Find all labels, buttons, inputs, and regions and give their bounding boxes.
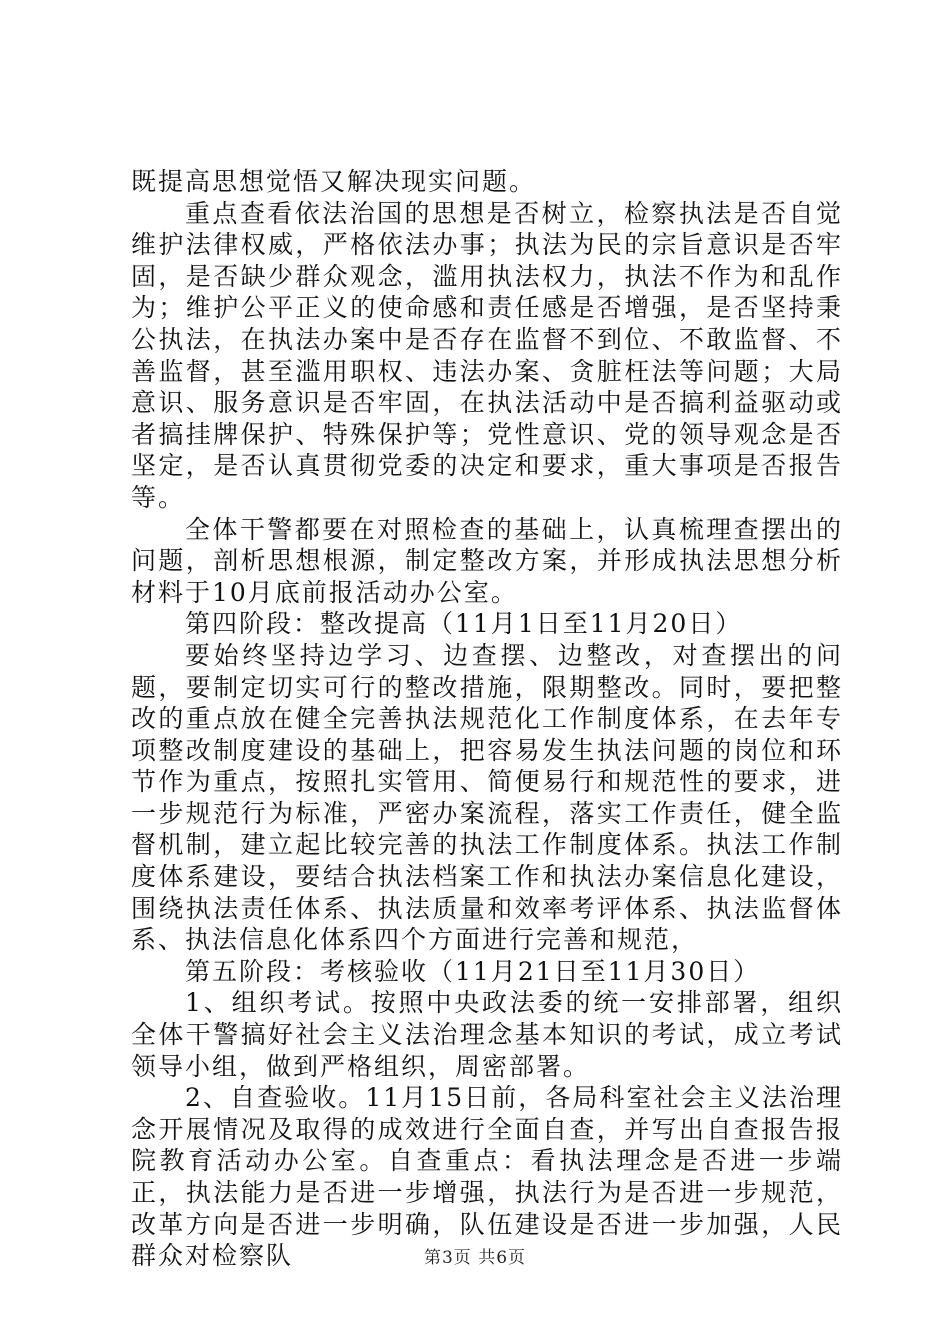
section-heading-stage-4: 第四阶段：整改提高（11月1日至11月20日） <box>185 609 743 639</box>
page-footer: 第3页 共6页 <box>423 1248 527 1268</box>
paragraph-4: 要始终坚持边学习、边查摆、边整改，对查摆出的问题，要制定切实可行的整改措施，限期整改。同时，要把整改的重点放在健全完善执法规范化工作制度体系，在去年专项整改制度建设的基础上，把容易发生执法问题的岗位和环节作为重点，按照扎实管用、简便易行和规范性的要求，进一步规范行为标准，严密办案流程，落实工作责任，健全监督机制，建立起比较完善的执法工作制度体系。执法工作制度体系建设，要结合执法档案工作和执法办案信息化建设，围绕执法责任体系、执法质量和效率考评体系、执法监督体系、执法信息化体系四个方面进行完善和规范， <box>131 640 843 955</box>
paragraph-2: 重点查看依法治国的思想是否树立，检察执法是否自觉维护法律权威，严格依法办事；执法为民的宗旨意识是否牢固，是否缺少群众观念，滥用执法权力，执法不作为和乱作为；维护公平正义的使命感和责任感是否增强，是否坚持秉公执法，在执法办案中是否存在监督不到位、不敢监督、不善监督，甚至滥用职权、违法办案、贪脏枉法等问题；大局意识、服务意识是否牢固，在执法活动中是否搞利益驱动或者搞挂牌保护、特殊保护等；党性意识、党的领导观念是否坚定，是否认真贯彻党委的决定和要求，重大事项是否报告等。 <box>131 198 843 512</box>
document-body <box>131 166 843 1272</box>
paragraph-3: 全体干警都要在对照检查的基础上，认真梳理查摆出的问题，剖析思想根源，制定整改方案，并形成执法思想分析材料于10月底前报活动办公室。 <box>131 514 843 607</box>
paragraph-5: 1、组织考试。按照中央政法委的统一安排部署，组织全体干警搞好社会主义法治理念基本知识的考试，成立考试领导小组，做到严格组织，周密部署。 <box>131 988 843 1081</box>
section-heading-stage-5: 第五阶段：考核验收（11月21日至11月30日） <box>185 956 761 986</box>
paragraph-6: 2、自查验收。11月15日前，各局科室社会主义法治理念开展情况及取得的成效进行全面自查，并写出自查报告报院教育活动办公室。自查重点：看执法理念是否进一步端正，执法能力是否进一步增强，执法行为是否进一步规范，改革方向是否进一步明确，队伍建设是否进一步加强，人民群众对检察队 <box>131 1083 843 1271</box>
paragraph-1: 既提高思想觉悟又解决现实问题。 <box>131 167 537 196</box>
